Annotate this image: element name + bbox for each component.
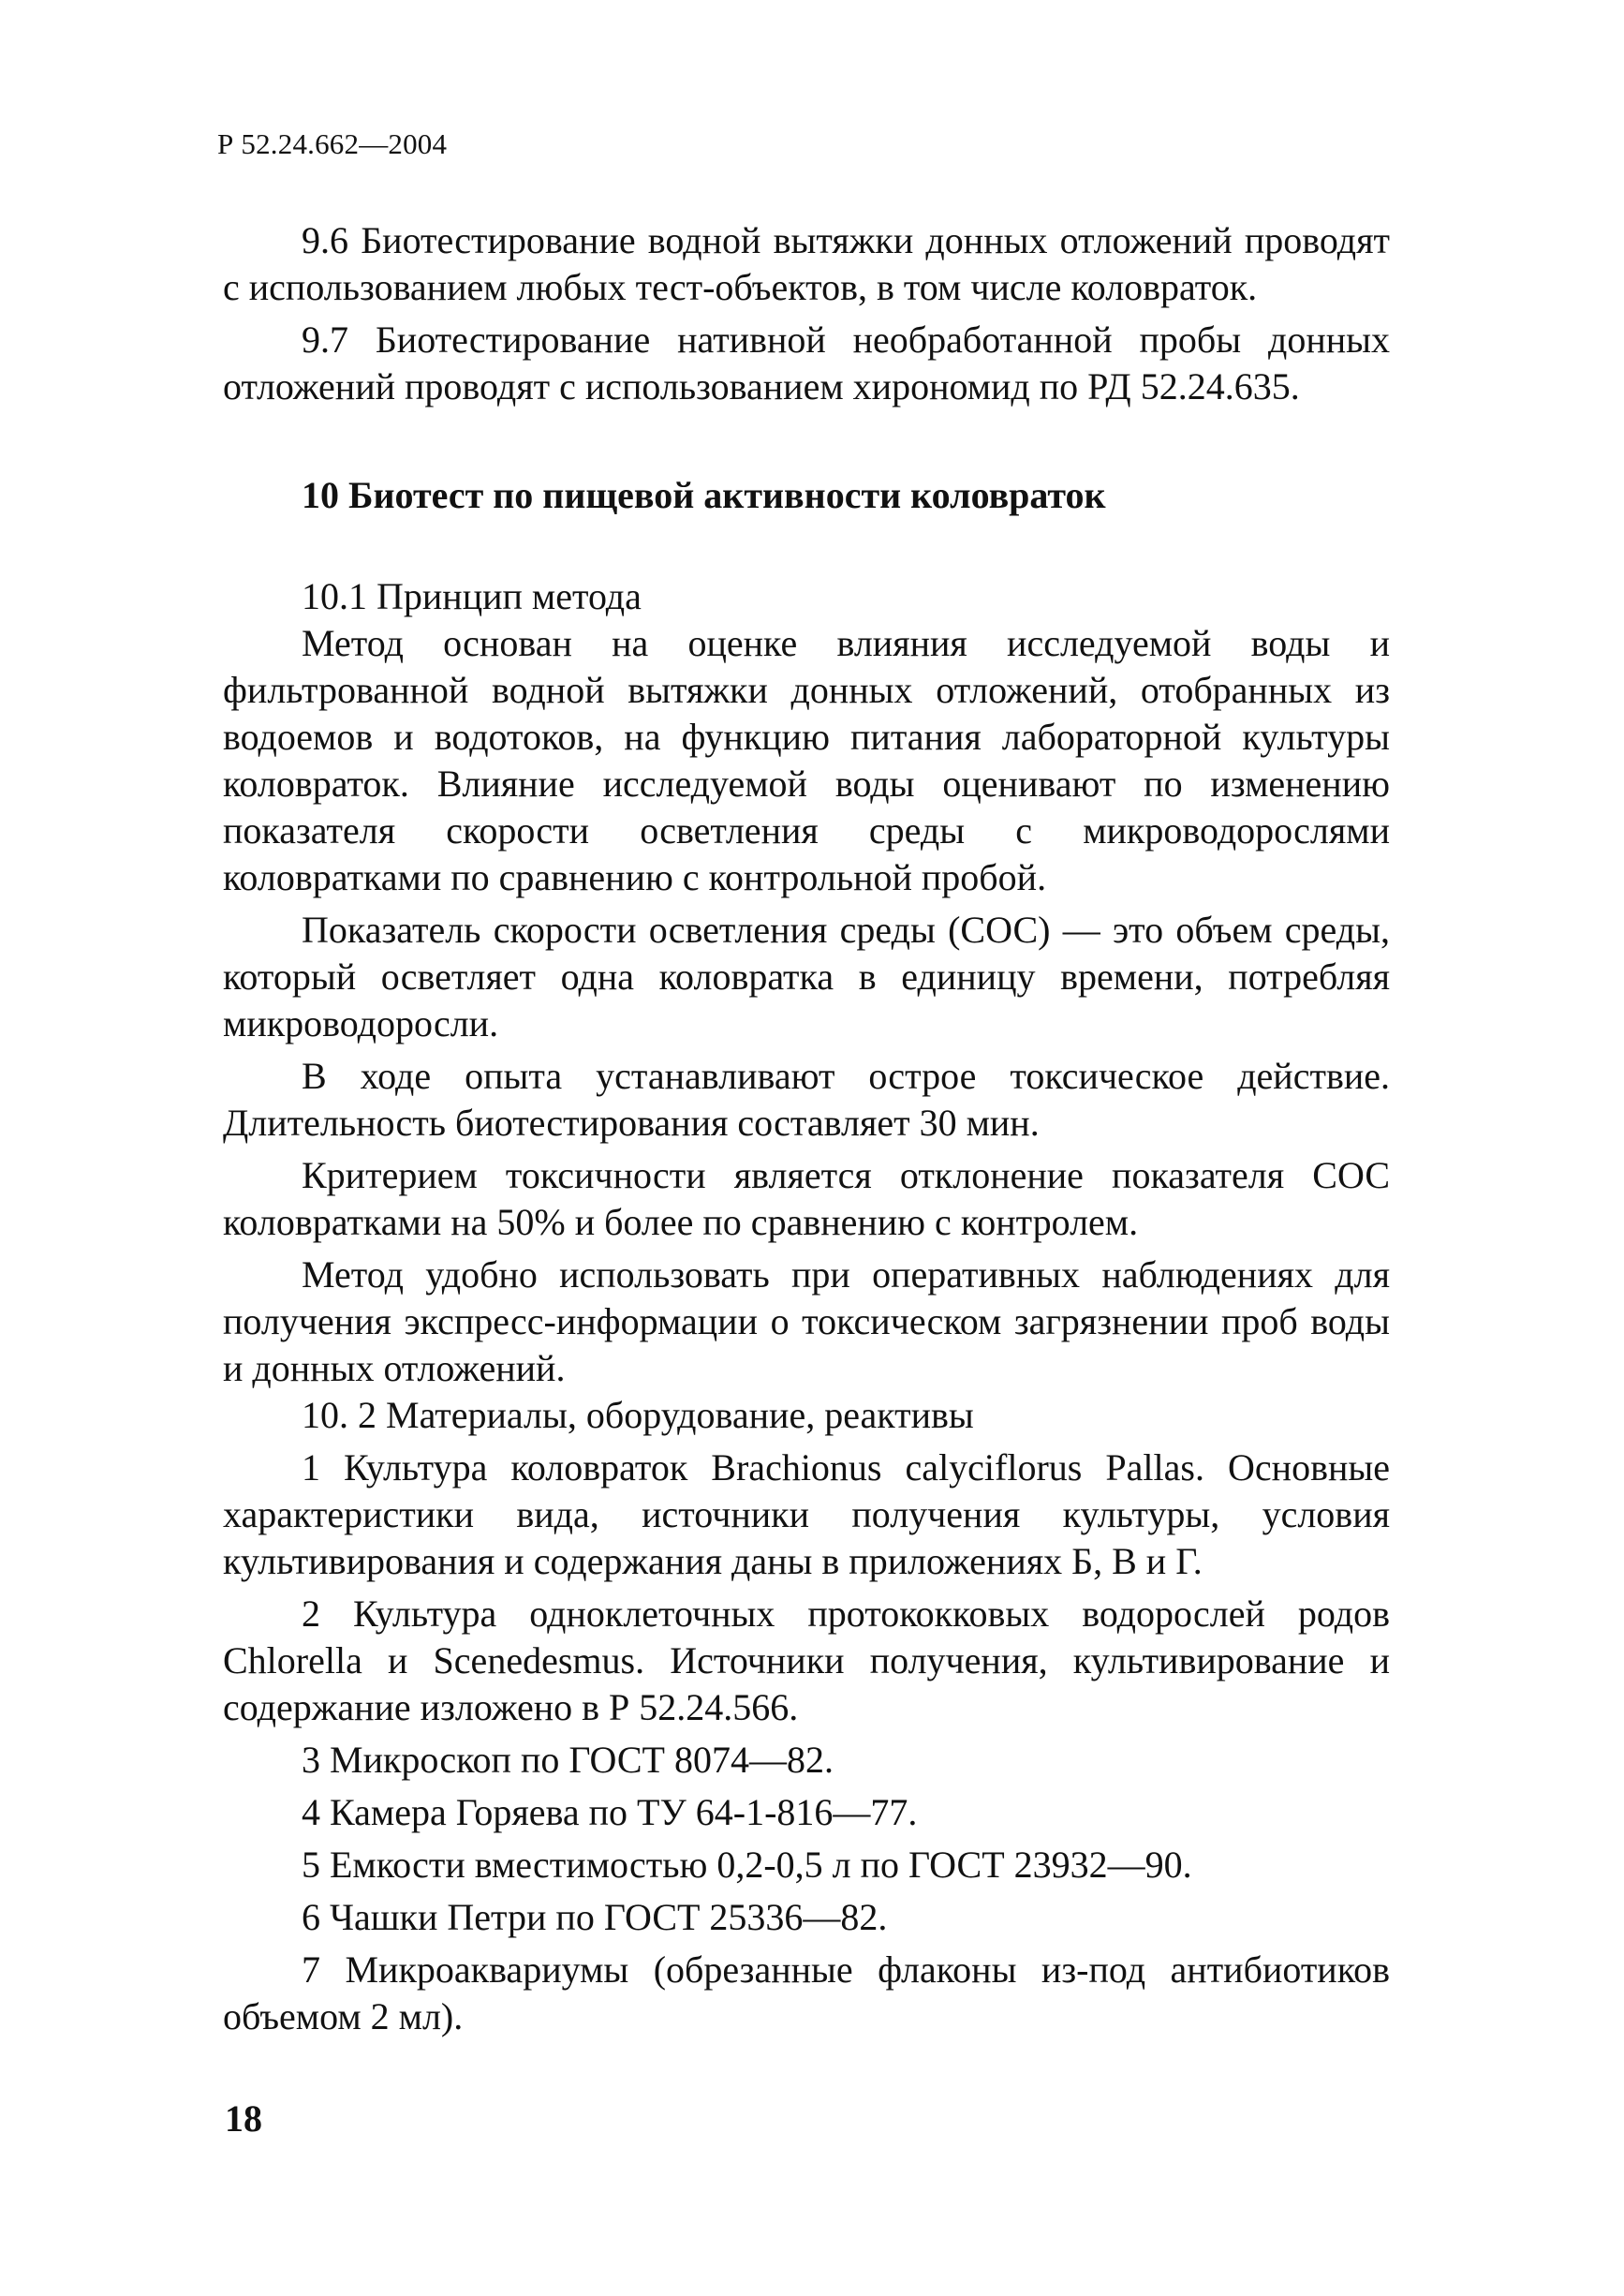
subsection-heading-10-1: 10.1 Принцип метода bbox=[302, 575, 642, 617]
principle-paragraph: В ходе опыта устанавливают острое токсическое действие. Длительность биотестирования составляет 30 мин. bbox=[223, 1055, 1390, 1144]
principle-paragraph: Критерием токсичности является отклонение показателя СОС коловратками на 50% и более по сравнению с контролем. bbox=[223, 1154, 1390, 1243]
principle-paragraph: Показатель скорости осветления среды (СОС) — это объем среды, который осветляет одна коловратка в единицу времени, потребляя микроводоросли. bbox=[223, 909, 1390, 1044]
materials-list-item: 1 Культура коловраток Brachionus calyciflorus Pallas. Основные характеристики вида, источники получения культуры, условия культивирования и содержания даны в приложениях Б, В и Г. bbox=[223, 1446, 1390, 1582]
document-code-header: Р 52.24.662—2004 bbox=[217, 127, 448, 160]
subsection-heading-10-2: 10. 2 Материалы, оборудование, реактивы bbox=[302, 1394, 974, 1436]
materials-list-item: 6 Чашки Петри по ГОСТ 25336—82. bbox=[302, 1896, 888, 1938]
materials-list-item: 2 Культура одноклеточных протококковых водорослей родов Chlorella и Scenedesmus. Источники получения, культивирование и содержание изложено в Р 52.24.566. bbox=[223, 1592, 1390, 1728]
section-title: 10 Биотест по пищевой активности коловраток bbox=[302, 474, 1106, 516]
paragraph-9-7: 9.7 Биотестирование нативной необработанной пробы донных отложений проводят с использованием хирономид по РД 52.24.635. bbox=[223, 318, 1390, 407]
materials-list-item: 5 Емкости вместимостью 0,2-0,5 л по ГОСТ 23932—90. bbox=[302, 1844, 1192, 1886]
paragraph-9-6: 9.6 Биотестирование водной вытяжки донных отложений проводят с использованием любых тест-объектов, в том числе коловраток. bbox=[223, 219, 1390, 308]
materials-list-item: 3 Микроскоп по ГОСТ 8074—82. bbox=[302, 1739, 834, 1781]
principle-paragraph: Метод основан на оценке влияния исследуемой воды и фильтрованной водной вытяжки донных отложений, отобранных из водоемов и водотоков, на функцию питания лабораторной культуры коловраток. Влияние исследуемой воды оценивают по изменению показателя скорости осветления среды с микроводорослями коловратками по сравнению с контрольной пробой. bbox=[223, 622, 1390, 898]
materials-list-item: 4 Камера Горяева по ТУ 64-1-816—77. bbox=[302, 1791, 918, 1833]
materials-list-item: 7 Микроаквариумы (обрезанные флаконы из-под антибиотиков объемом 2 мл). bbox=[223, 1948, 1390, 2037]
page-number: 18 bbox=[225, 2097, 262, 2140]
page-content bbox=[223, 217, 1390, 2040]
principle-paragraph: Метод удобно использовать при оперативных наблюдениях для получения экспресс-информации о токсическом загрязнении проб воды и донных отложений. bbox=[223, 1253, 1390, 1389]
